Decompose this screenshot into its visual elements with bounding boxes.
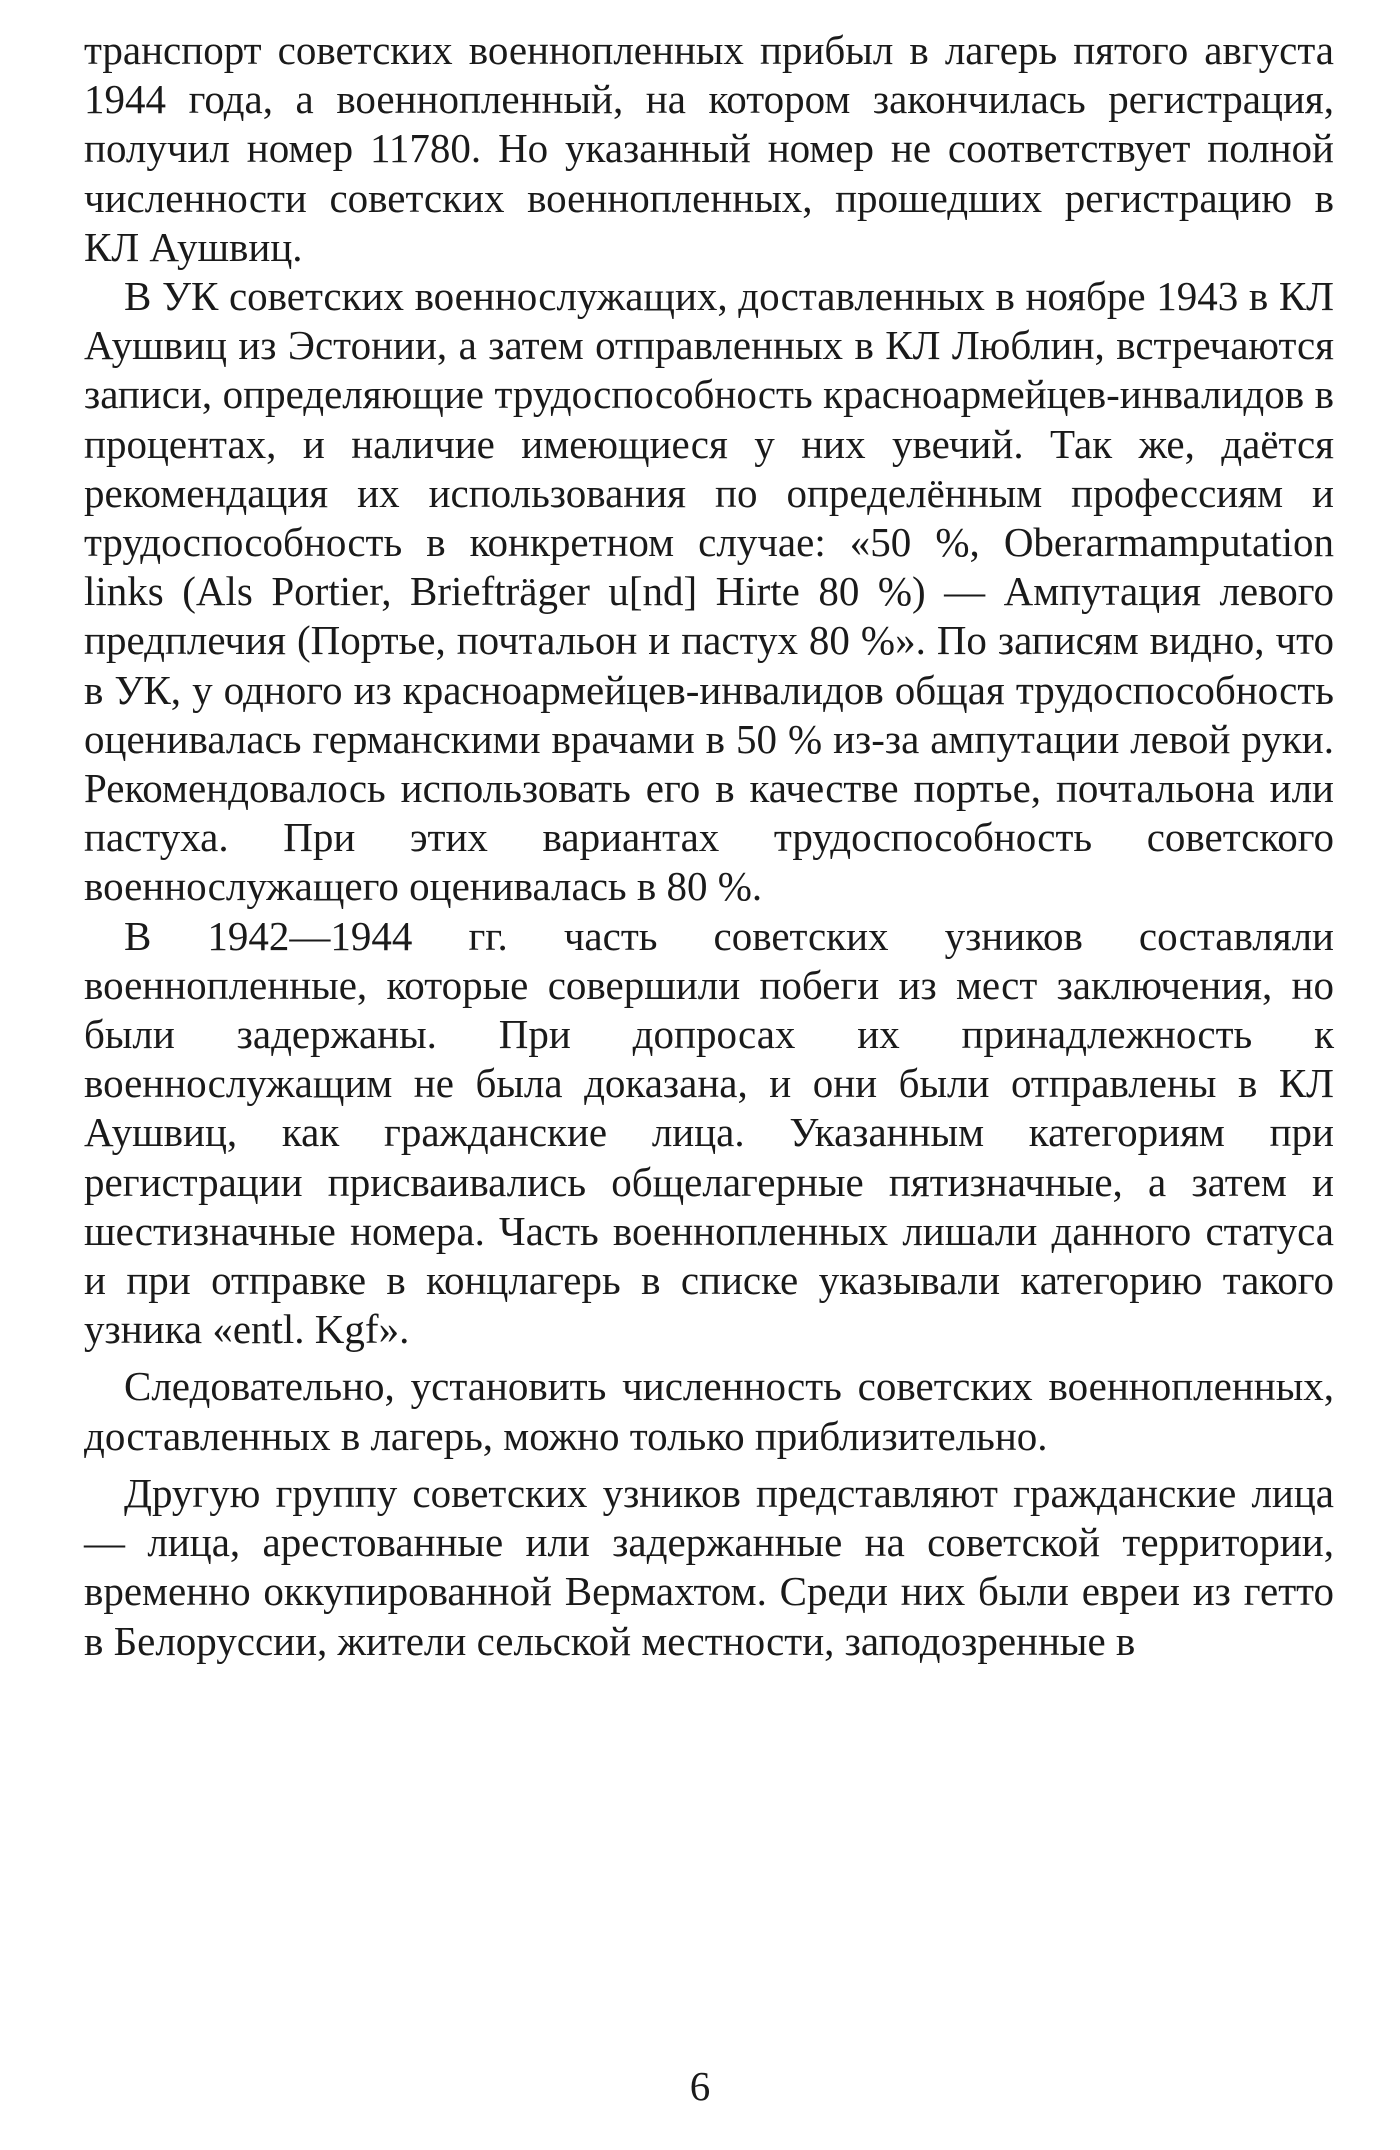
paragraph-3: В 1942—1944 гг. часть советских узников составляли военнопленные, которые совершили побеги из мест заключения, но были задержаны. При допросах их принадлежность к военнослужащим не была доказана, и они были отправлены в КЛ Аушвиц, как гражданские лица. Указанным категориям при регистрации присваивались общелагерные пятизначные, а затем и шестизначные номера. Часть военнопленных лишали данного статуса и при отправке в концлагерь в списке указывали категорию такого узника «entl. Kgf». [84,912,1334,1353]
paragraph-4: Следовательно, установить численность советских военнопленных, доставленных в лагерь, можно только приблизительно. [84,1363,1334,1459]
paragraph-5: Другую группу советских узников представляют гражданские лица — лица, арестованные или задержанные на советской территории, временно оккупированной Вермахтом. Среди них были евреи из гетто в Белоруссии, жители сельской местности, заподозренные в [84,1469,1334,1664]
page-number: 6 [689,2063,711,2109]
paragraph-1: транспорт советских военнопленных прибыл в лагерь пятого августа 1944 года, а военнопленный, на котором закончилась регистрация, получил номер 11780. Но указанный номер не соответствует полной численности советских военнопленных, прошедших регистрацию в КЛ Аушвиц. [84,27,1334,270]
page-body [84,26,1334,1666]
paragraph-2: В УК советских военнослужащих, доставленных в ноябре 1943 в КЛ Аушвиц из Эстонии, а затем отправленных в КЛ Люблин, встречаются записи, определяющие трудоспособность красноармейцев-инвалидов в процентах, и наличие имеющиеся у них увечий. Так же, даётся рекомендация их использования по определённым профессиям и трудоспособность в конкретном случае: «50 %, Oberarmamputation links (Als Portier, Briefträger u[nd] Hirte 80 %) — Ампутация левого предплечия (Портье, почтальон и пастух 80 %». По записям видно, что в УК, у одного из красноармейцев-инвалидов общая трудоспособность оценивалась германскими врачами в 50 % из-за ампутации левой руки. Рекомендовалось использовать его в качестве портье, почтальона или пастуха. При этих вариантах трудоспособность советского военнослужащего оценивалась в 80 %. [84,273,1334,910]
